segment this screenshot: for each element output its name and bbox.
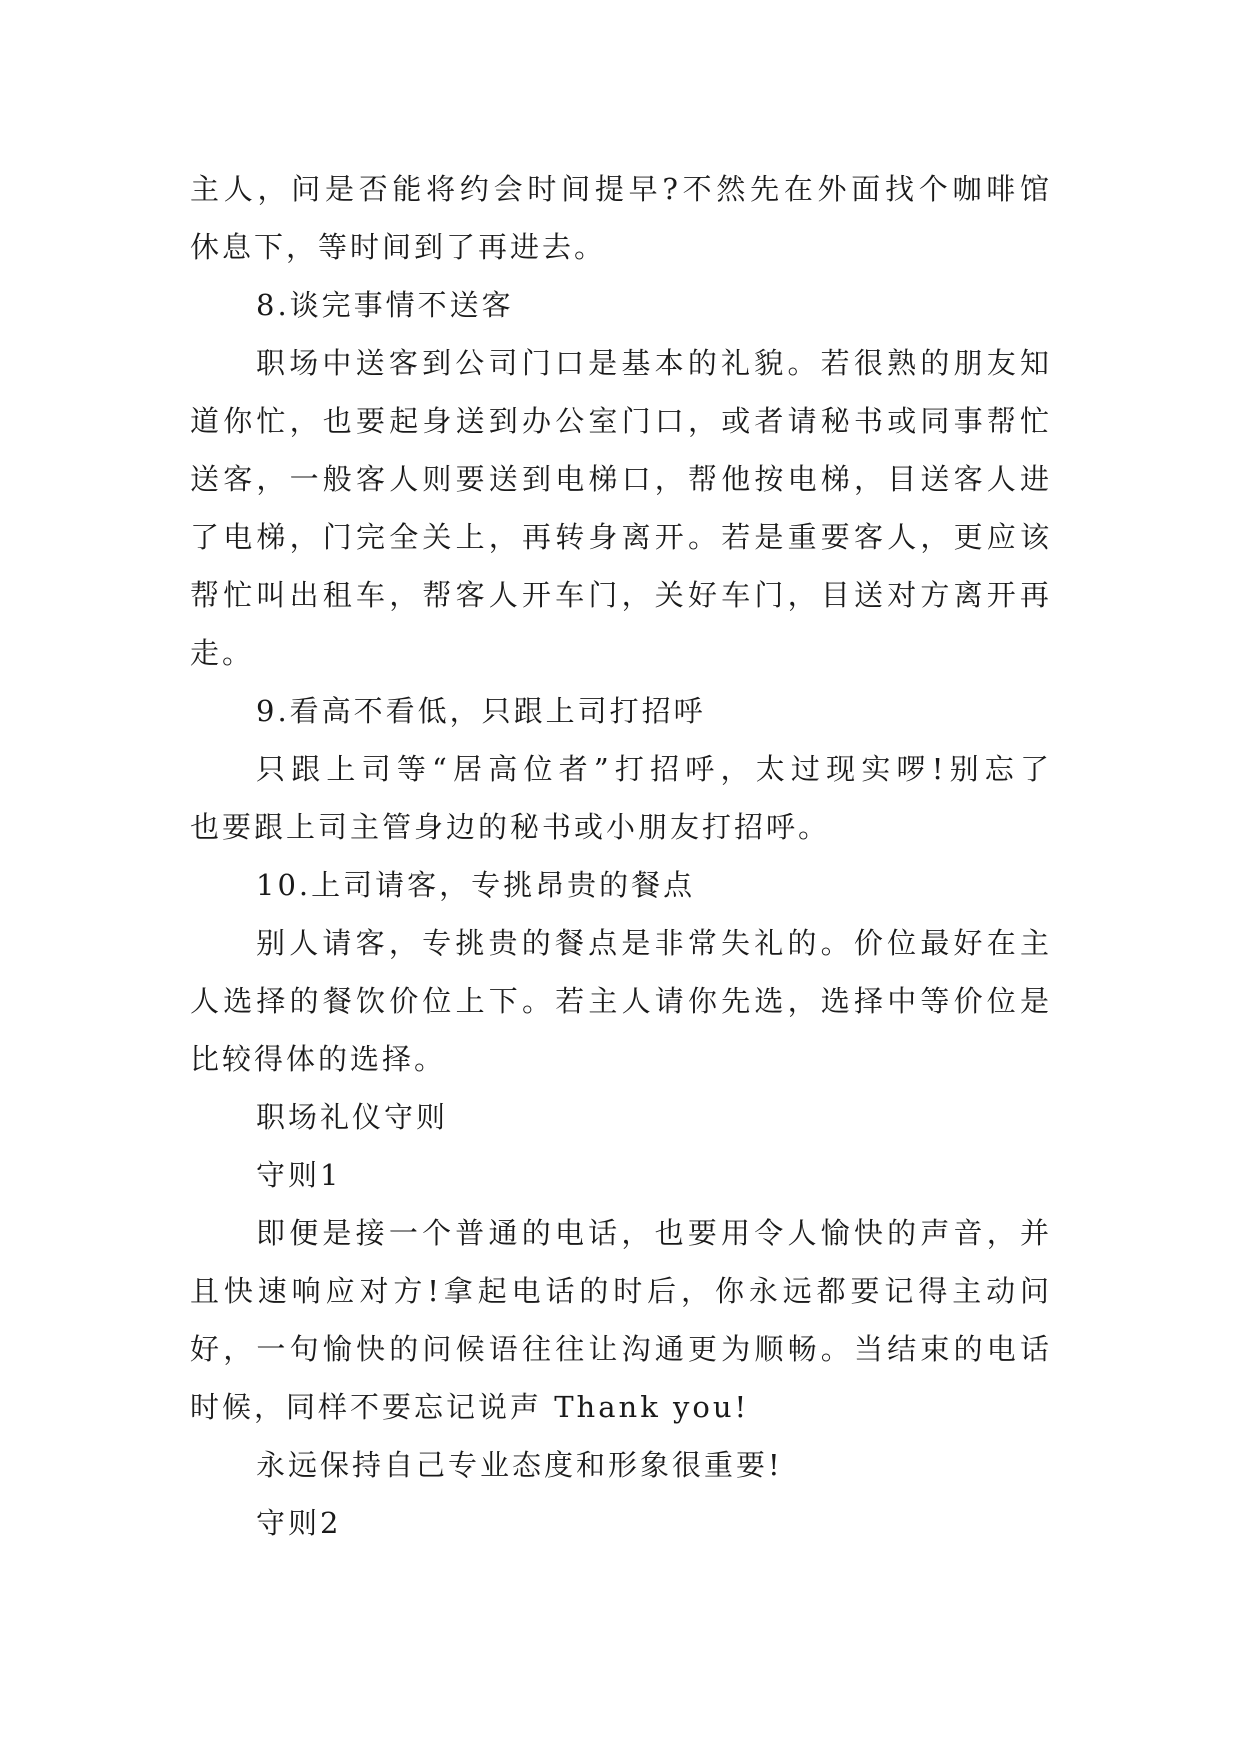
document-body bbox=[190, 160, 1052, 1552]
text-line: 比较得体的选择。 bbox=[190, 1042, 447, 1076]
section-heading-8: 8.谈完事情不送客 bbox=[256, 288, 514, 322]
section-heading-9: 9.看高不看低，只跟上司打招呼 bbox=[256, 694, 706, 728]
rule-heading-1: 守则1 bbox=[256, 1158, 342, 1192]
text-line: 休息下，等时间到了再进去。 bbox=[190, 230, 607, 264]
text-line: 且快速响应对方!拿起电话的时后，你永远都要记得主动问 bbox=[190, 1274, 1052, 1308]
text-line: 即便是接一个普通的电话，也要用令人愉快的声音，并 bbox=[256, 1216, 1052, 1250]
section-heading-10: 10.上司请客，专挑昂贵的餐点 bbox=[256, 868, 696, 902]
text-line: 好，一句愉快的问候语往往让沟通更为顺畅。当结束的电话 bbox=[190, 1332, 1052, 1366]
text-line: 时候，同样不要忘记说声 Thank you! bbox=[190, 1390, 750, 1424]
text-line: 也要跟上司主管身边的秘书或小朋友打招呼。 bbox=[190, 810, 831, 844]
text-line: 永远保持自己专业态度和形象很重要! bbox=[256, 1448, 783, 1482]
text-line: 帮忙叫出租车，帮客人开车门，关好车门，目送对方离开再 bbox=[190, 578, 1052, 612]
text-line: 只跟上司等“居高位者”打招呼，太过现实啰!别忘了 bbox=[256, 752, 1052, 786]
text-line: 送客，一般客人则要送到电梯口，帮他按电梯，目送客人进 bbox=[190, 462, 1052, 496]
text-line: 职场中送客到公司门口是基本的礼貌。若很熟的朋友知 bbox=[256, 346, 1052, 380]
text-line: 走。 bbox=[190, 636, 255, 670]
text-line: 人选择的餐饮价位上下。若主人请你先选，选择中等价位是 bbox=[190, 984, 1052, 1018]
text-line: 道你忙，也要起身送到办公室门口，或者请秘书或同事帮忙 bbox=[190, 404, 1052, 438]
section-title: 职场礼仪守则 bbox=[256, 1100, 449, 1134]
text-line: 别人请客，专挑贵的餐点是非常失礼的。价位最好在主 bbox=[256, 926, 1052, 960]
rule-heading-2: 守则2 bbox=[256, 1506, 342, 1540]
text-line: 主人，问是否能将约会时间提早?不然先在外面找个咖啡馆 bbox=[190, 172, 1052, 206]
text-line: 了电梯，门完全关上，再转身离开。若是重要客人，更应该 bbox=[190, 520, 1052, 554]
